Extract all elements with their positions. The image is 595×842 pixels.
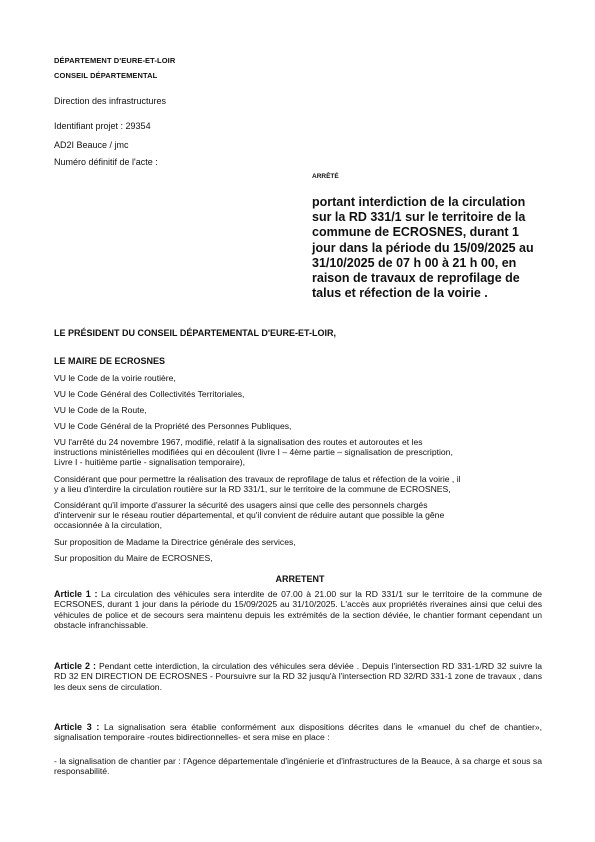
consideration-item: VU le Code de la Route,: [54, 405, 147, 415]
president-heading: LE PRÉSIDENT DU CONSEIL DÉPARTEMENTAL D'EURE-ET-LOIR,: [54, 328, 336, 338]
arretent-heading: ARRETENT: [275, 574, 325, 584]
title-line: raison de travaux de reprofilage de: [312, 271, 520, 286]
article-label: Article 2 :: [54, 661, 97, 671]
maire-heading: LE MAIRE DE ECROSNES: [54, 356, 166, 366]
act-number-line: Numéro définitif de l'acte :: [54, 157, 158, 167]
consideration-item: Sur proposition du Maire de ECROSNES,: [54, 553, 213, 563]
consideration-item: Considérant qu'il importe d'assurer la sécurité des usagers ainsi que celle des personnels chargés d'intervenir sur le réseau routier départemental, et qu'il convient de réduire autant que possible la gêne occasionnée à la circulation,: [54, 500, 445, 531]
department-header: DÉPARTEMENT D'EURE-ET-LOIR: [54, 56, 176, 65]
project-id: Identifiant projet : 29354: [54, 121, 151, 131]
title-line: 31/10/2025 de 07 h 00 à 21 h 00, en: [312, 255, 517, 270]
article-text: La circulation des véhicules sera interdite de 07.00 à 21.00 sur la RD 331/1 sur le territoire de la commune de ECRSONES, durant 1 jour dans la période du 15/09/2025 au 31/10/2025. L'accès aux propriétés riveraines ainsi que celui des véhicules de police et de secours sera maintenu depuis les extrémités de la section déviée, le chantier formant cependant un obstacle infranchissable.: [54, 589, 542, 631]
article-label: Article 3 :: [54, 722, 100, 732]
article-3: [54, 722, 542, 743]
consideration-item: VU l'arrêté du 24 novembre 1967, modifié, relatif à la signalisation des routes et autoroutes et les instructions ministérielles modifiées qui en découlent (livre I – 4ème partie – signalisation de prescription, Livre I - huitième partie - signalisation temporaire),: [54, 437, 453, 468]
article-text: La signalisation sera établie conformément aux dispositions décrites dans le «manuel du chef de chantier», signalisation temporaire -routes bidirectionnelles- et sera mise en place :: [54, 722, 542, 743]
title-line: sur la RD 331/1 sur le territoire de la: [312, 210, 526, 225]
title-line: portant interdiction de la circulation: [312, 195, 526, 209]
consideration-item: VU le Code de la voirie routière,: [54, 373, 176, 383]
consideration-item: Considérant que pour permettre la réalisation des travaux de reprofilage de talus et réfection de la voirie , il y a lieu d'interdire la circulation routière sur la RD 331/1, sur le territoire de la commune de ECROSNES,: [54, 474, 461, 495]
article-1: [54, 589, 542, 631]
consideration-item: VU le Code Général de la Propriété des Personnes Publiques,: [54, 421, 292, 431]
decree-title: [312, 195, 562, 301]
article-label: Article 1 :: [54, 589, 98, 599]
reference-line: AD2I Beauce / jmc: [54, 140, 129, 150]
bullet-item: - la signalisation de chantier par : l'Agence départementale d'ingénierie et d'infrastructures de la Beauce, à sa charge et sous sa responsabilité.: [54, 756, 542, 777]
article-text: Pendant cette interdiction, la circulation des véhicules sera déviée . Depuis l'intersection RD 331-1/RD 32 suivre la RD 32 EN DIRECTION DE ECROSNES - Poursuivre sur la RD 32 jusqu'à l'intersection RD 32/RD 331-1 zone de travaux , dans les deux sens de circulation.: [54, 661, 542, 692]
direction-line: Direction des infrastructures: [54, 96, 167, 106]
consideration-item: Sur proposition de Madame la Directrice générale des services,: [54, 537, 296, 547]
title-line: talus et réfection de la voirie .: [312, 286, 488, 301]
council-header: CONSEIL DÉPARTEMENTAL: [54, 71, 158, 80]
title-line: commune de ECROSNES, durant 1: [312, 225, 519, 240]
title-line: jour dans la période du 15/09/2025 au: [312, 240, 534, 255]
arrete-label: ARRÊTÉ: [312, 173, 339, 180]
article-2: [54, 661, 542, 692]
consideration-item: VU le Code Général des Collectivités Territoriales,: [54, 389, 245, 399]
considerations-list: [54, 373, 554, 569]
